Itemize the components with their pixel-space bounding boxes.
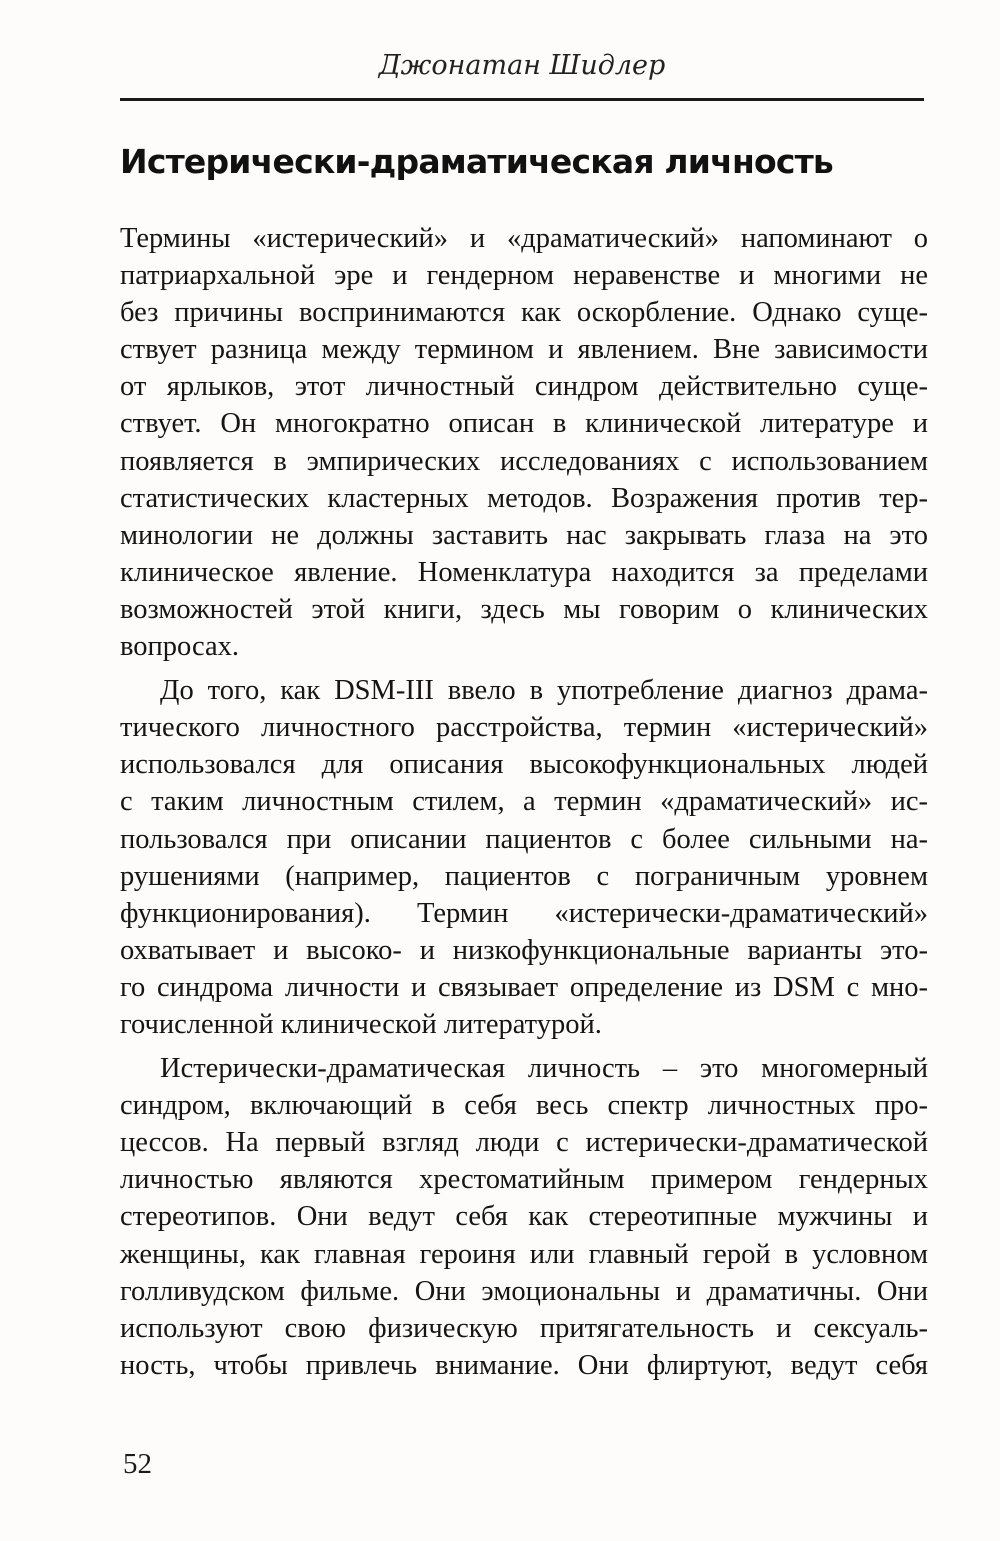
text-line: возможностей этой книги, здесь мы говорим о клинических	[120, 593, 928, 625]
paragraph-gap	[120, 1043, 928, 1050]
paragraph-1	[120, 220, 928, 665]
text-line: пользовался при описании пациентов с более сильными на-	[120, 823, 928, 855]
text-line: с таким личностным стилем, а термин «драматический» ис-	[120, 786, 928, 818]
text-line: использовался для описания высокофункциональных людей	[120, 749, 928, 781]
text-line: Истерически-драматическая личность – это многомерный	[160, 1053, 928, 1085]
text-line: ствует. Он многократно описан в клинической литературе и	[120, 408, 928, 440]
text-line: минологии не должны заставить нас закрывать глаза на это	[120, 519, 928, 551]
paragraph-gap	[120, 665, 928, 672]
header-rule	[120, 98, 924, 101]
text-line: появляется в эмпирических исследованиях с использованием	[120, 445, 928, 477]
text-line: личностью являются хрестоматийным примером гендерных	[120, 1164, 928, 1196]
text-line: вопросах.	[120, 631, 239, 663]
text-line: используют свою физическую притягательность и сексуаль-	[120, 1312, 928, 1344]
text-line: рушениями (например, пациентов с пограничным уровнем	[120, 860, 928, 892]
text-line: функционирования). Термин «истерически-драматический»	[120, 897, 928, 929]
text-line: клиническое явление. Номенклатура находится за пределами	[120, 556, 928, 588]
text-line: патриархальной эре и гендерном неравенстве и многими не	[120, 260, 928, 292]
text-line: гочисленной клинической литературой.	[120, 1008, 602, 1040]
body-text	[120, 220, 928, 1384]
paragraph-3	[120, 1050, 928, 1384]
text-line: тического личностного расстройства, термин «истерический»	[120, 712, 928, 744]
text-line: охватывает и высоко- и низкофункциональные варианты это-	[120, 934, 928, 966]
text-line: статистических кластерных методов. Возражения против тер-	[120, 482, 928, 514]
text-line: ствует разница между термином и явлением. Вне зависимости	[120, 334, 928, 366]
text-line: ность, чтобы привлечь внимание. Они флиртуют, ведут себя	[120, 1349, 928, 1381]
paragraph-2	[120, 672, 928, 1043]
text-line: До того, как DSM-III ввело в употребление диагноз драма-	[160, 675, 928, 707]
text-line: го синдрома личности и связывает определение из DSM с мно-	[120, 971, 928, 1003]
text-line: цессов. На первый взгляд люди с истерически-драматической	[120, 1127, 928, 1159]
text-line: стереотипов. Они ведут себя как стереотипные мужчины и	[120, 1201, 928, 1233]
text-line: без причины воспринимаются как оскорбление. Однако суще-	[120, 297, 928, 329]
text-line: Термины «истерический» и «драматический» напоминают о	[120, 223, 928, 254]
chapter-heading: Истерически-драматическая личность	[120, 142, 833, 181]
text-line: голливудском фильме. Они эмоциональны и драматичны. Они	[120, 1275, 928, 1307]
text-line: от ярлыков, этот личностный синдром действительно суще-	[120, 371, 928, 403]
page-number: 52	[123, 1448, 152, 1480]
running-head: Джонатан Шидлер	[378, 50, 666, 81]
text-line: синдром, включающий в себя весь спектр личностных про-	[120, 1090, 928, 1122]
text-line: женщины, как главная героиня или главный герой в условном	[120, 1238, 928, 1270]
